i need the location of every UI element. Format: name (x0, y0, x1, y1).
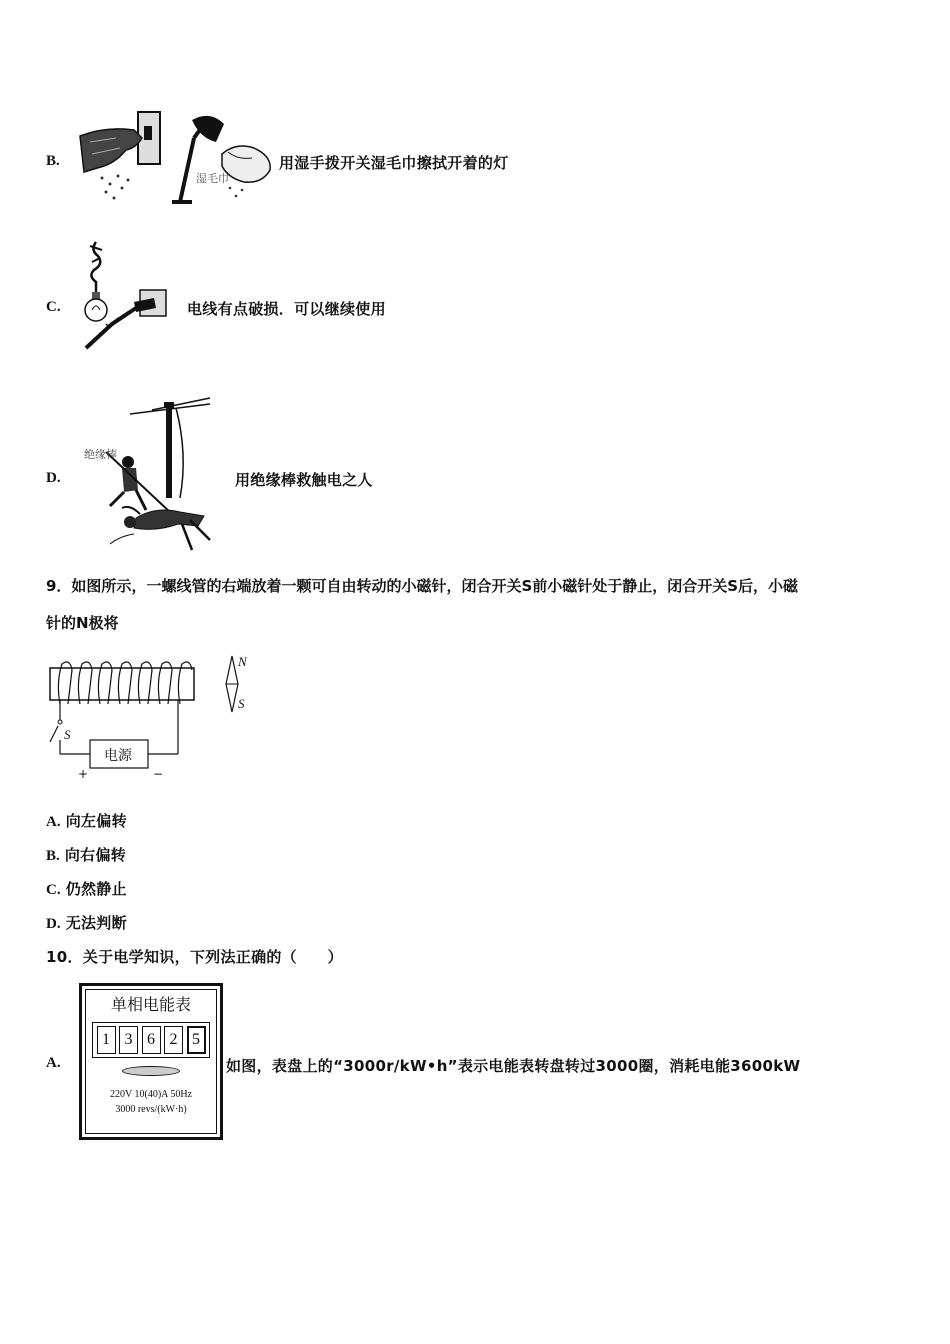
q9-option-a-letter: A. (46, 814, 61, 830)
q9-option-c (46, 878, 127, 899)
meter-digit: 3 (119, 1026, 138, 1054)
q10-option-a-text: 如图，表盘上的“3000r/kW•h”表示电能表转盘转过3000圈，消耗电能3600kW (226, 1057, 801, 1075)
q9-option-c-letter: C. (46, 882, 61, 898)
q9-option-c-text: 仍然静止 (65, 880, 127, 898)
wet-hands-figure (76, 108, 276, 206)
option-b-text: 用湿手拨开关湿毛巾擦拭开着的灯 (279, 154, 509, 172)
electric-meter-figure (79, 983, 223, 1140)
q9-stem-line1: 9．如图所示，一螺线管的右端放着一颗可自由转动的小磁针，闭合开关S前小磁针处于静止，闭合开关S后，小磁 (46, 577, 799, 595)
option-c-text: 电线有点破损．可以继续使用 (187, 300, 386, 318)
q9-option-d (46, 912, 127, 933)
meter-disc (122, 1066, 180, 1076)
needle-n-label: N (238, 654, 247, 669)
q10-stem: 10．关于电学知识，下列法正确的（ ） (46, 948, 343, 966)
meter-spec-line1: 220V 10(40)A 50Hz (109, 1089, 193, 1100)
q9-option-d-text: 无法判断 (65, 914, 127, 932)
q9-option-a-text: 向左偏转 (65, 812, 127, 830)
minus-sign: − (153, 767, 164, 781)
plus-sign: + (78, 767, 89, 781)
option-d-letter: D. (46, 470, 61, 486)
needle-s-label: S (238, 696, 245, 711)
meter-digit: 1 (97, 1026, 116, 1054)
option-b-letter: B. (46, 153, 60, 169)
power-source-label: 电源 (104, 748, 132, 764)
q9-option-b (46, 844, 126, 865)
q10-option-a-letter: A. (46, 1055, 61, 1071)
meter-digit: 2 (164, 1026, 183, 1054)
meter-digit-last: 5 (187, 1026, 206, 1054)
switch-label: S (64, 727, 71, 742)
q9-option-a (46, 810, 127, 831)
insulated-rod-label: 绝缘棒 (84, 448, 117, 461)
meter-spec-line2: 3000 revs/(kW·h) (115, 1104, 187, 1115)
q9-option-d-letter: D. (46, 916, 61, 932)
q9-option-b-letter: B. (46, 848, 60, 864)
wet-towel-label: 湿毛巾 (196, 172, 229, 185)
option-d-text: 用绝缘棒救触电之人 (235, 471, 373, 489)
damaged-wire-figure (76, 240, 176, 352)
meter-digit: 6 (142, 1026, 161, 1054)
insulated-rod-rescue-figure (100, 394, 214, 556)
option-c-letter: C. (46, 299, 61, 315)
meter-title: 单相电能表 (110, 995, 191, 1014)
q9-stem-line2: 针的N极将 (46, 614, 119, 632)
meter-digit-box (92, 1022, 210, 1058)
q9-option-b-text: 向右偏转 (64, 846, 127, 864)
